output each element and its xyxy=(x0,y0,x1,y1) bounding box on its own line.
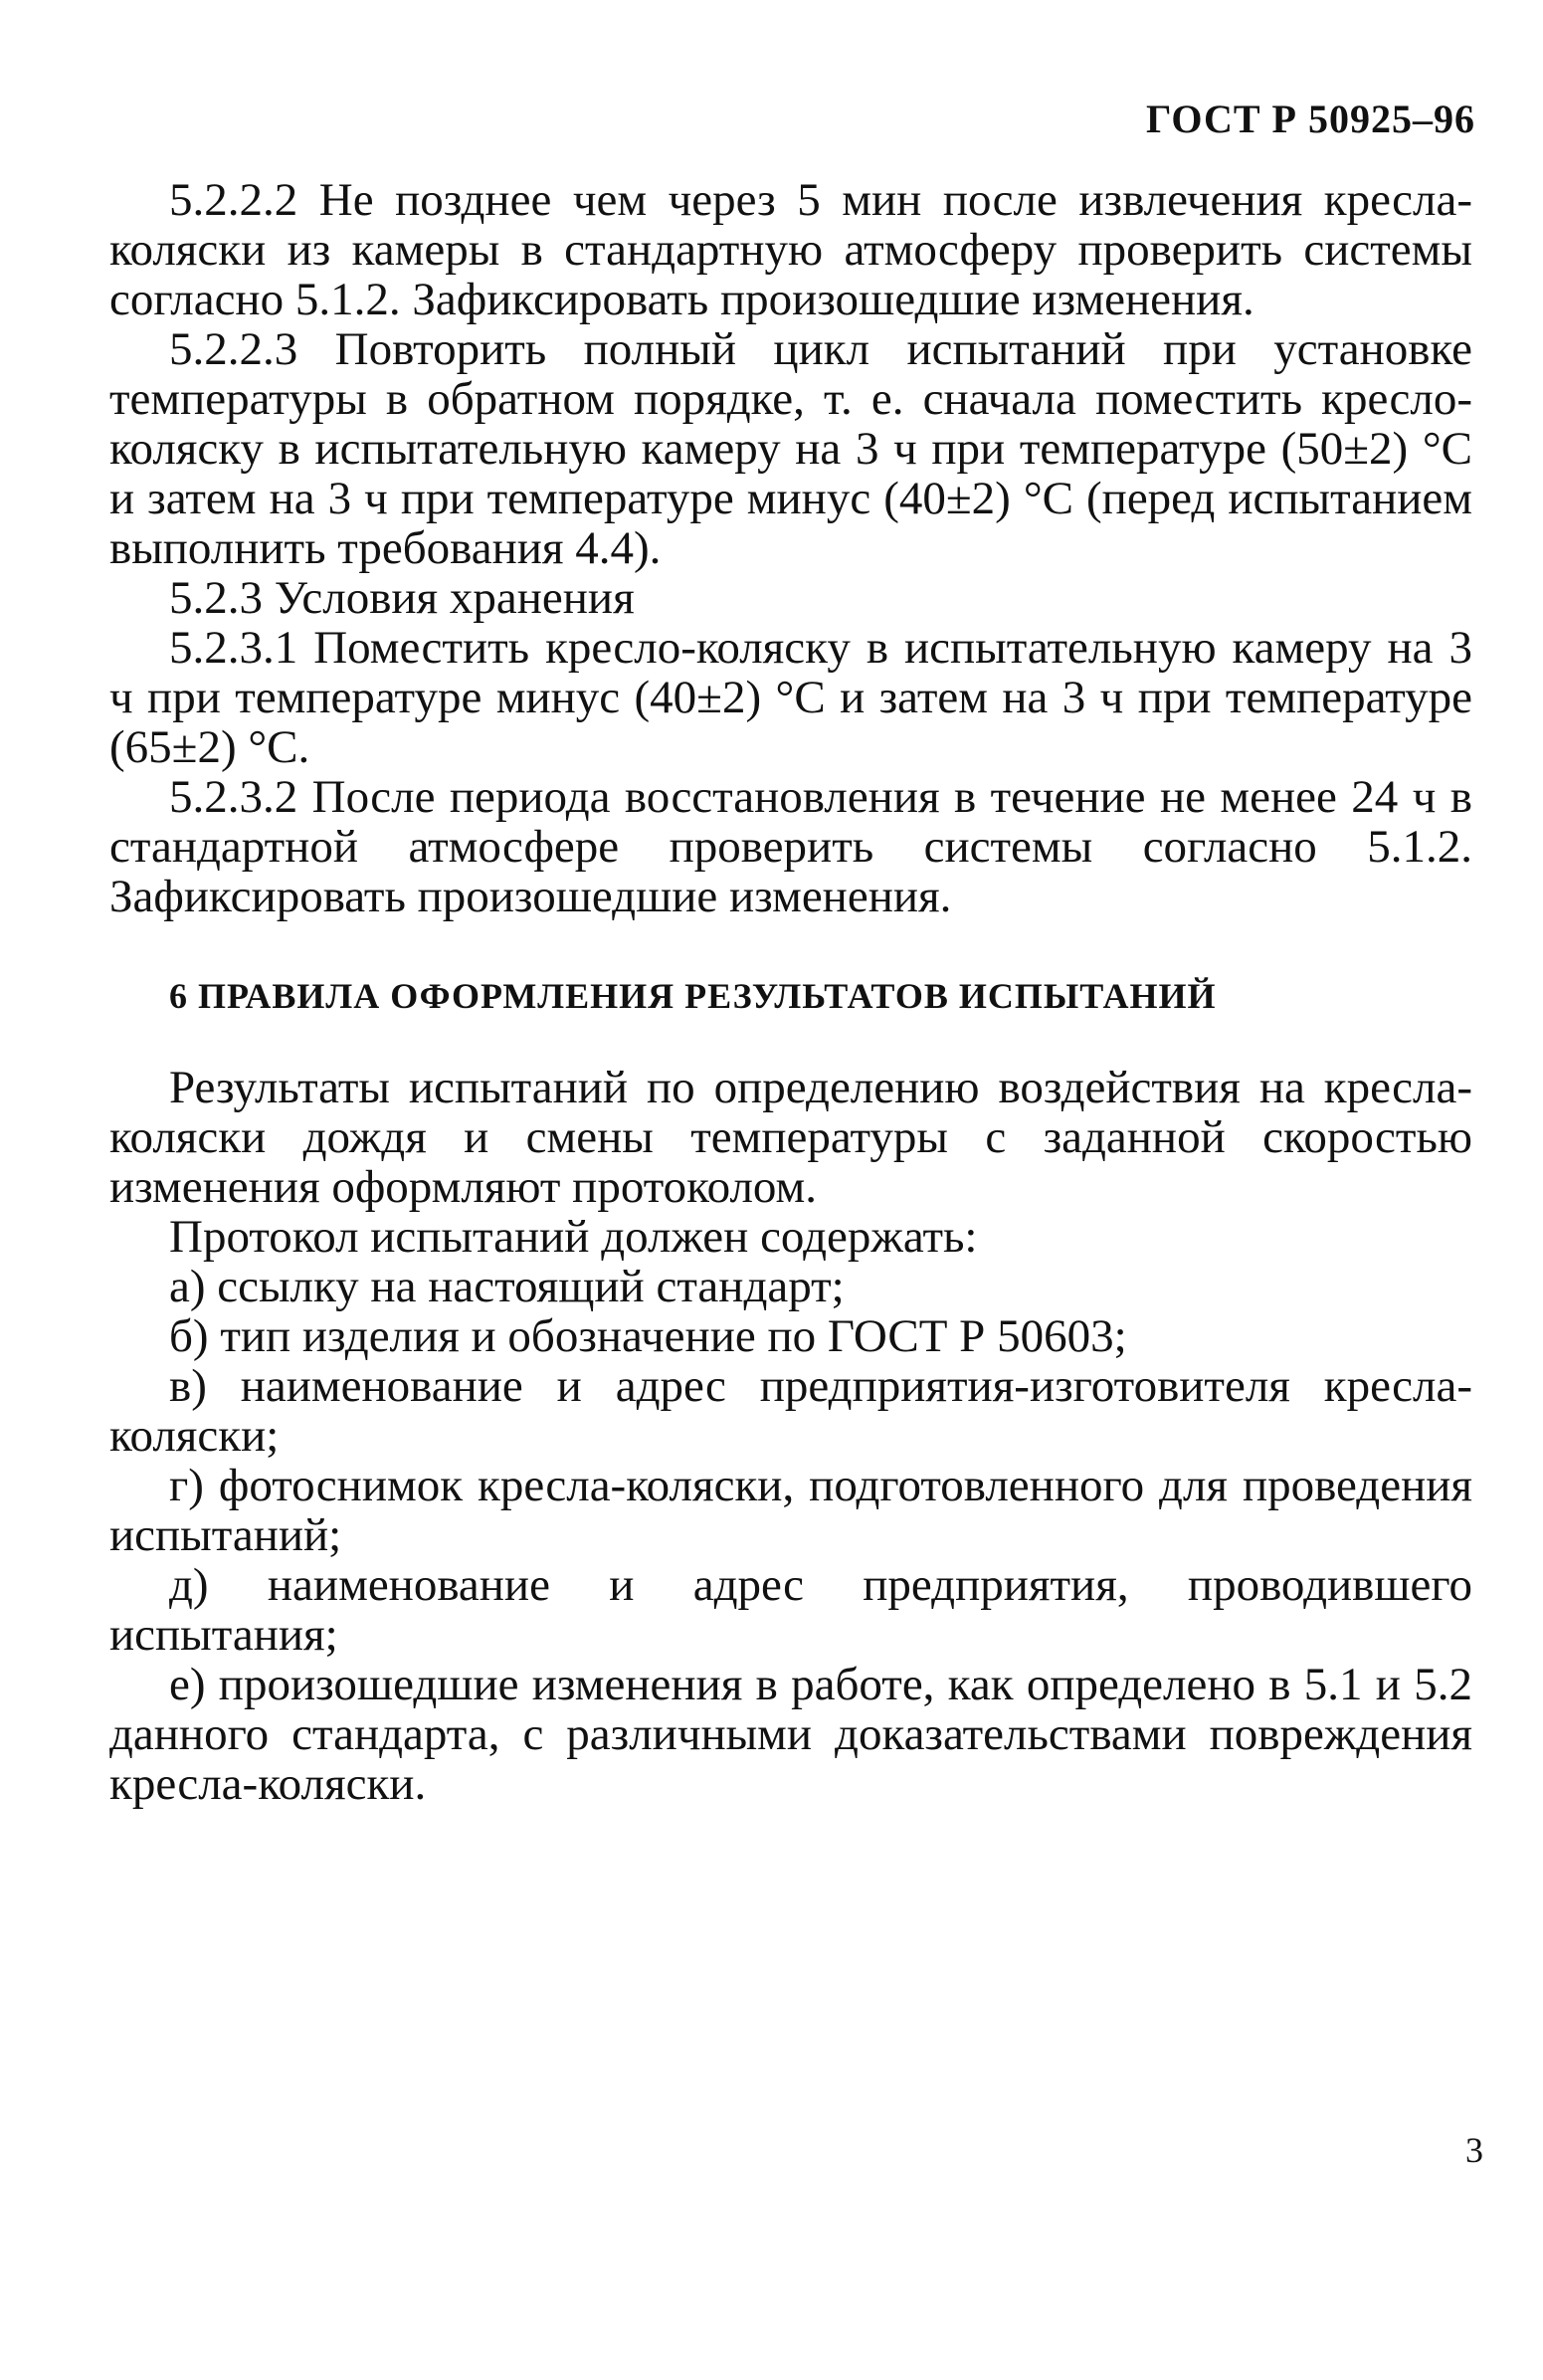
paragraph-5-2-2-2: 5.2.2.2 Не позднее чем через 5 мин после извлечения кресла-коляски из камеры в стандартную атмосферу проверить системы согласно 5.1.2. Зафиксировать произошедшие изменения. xyxy=(109,174,1472,325)
list-item-v: в) наименование и адрес предприятия-изготовителя кресла-коляски; xyxy=(109,1360,1472,1462)
page-number: 3 xyxy=(1465,2130,1483,2170)
section-5-body xyxy=(109,175,1472,921)
paragraph-5-2-2-3: 5.2.2.3 Повторить полный цикл испытаний при установке температуры в обратном порядке, т. е. сначала поместить кресло-коляску в испытательную камеру на 3 ч при температуре (50±2) °С и затем на 3 ч при температуре минус (40±2) °С (перед испытанием выполнить требования 4.4). xyxy=(109,323,1472,574)
list-item-e: е) произошедшие изменения в работе, как определено в 5.1 и 5.2 данного стандарта, с различными доказательствами повреждения кресла-коляски. xyxy=(109,1659,1472,1810)
paragraph-5-2-3-1: 5.2.3.1 Поместить кресло-коляску в испытательную камеру на 3 ч при температуре минус (40±2) °С и затем на 3 ч при температуре (65±2) °С. xyxy=(109,622,1472,773)
section-6-body xyxy=(109,1063,1472,1809)
list-item-g: г) фотоснимок кресла-коляски, подготовленного для проведения испытаний; xyxy=(109,1460,1472,1561)
section-6-heading: 6 ПРАВИЛА ОФОРМЛЕНИЯ РЕЗУЛЬТАТОВ ИСПЫТАНИЙ xyxy=(169,976,1217,1016)
paragraph-results-intro: Результаты испытаний по определению воздействия на кресла-коляски дождя и смены температуры с заданной скоростью изменения оформляют протоколом. xyxy=(109,1062,1472,1213)
list-item-d: д) наименование и адрес предприятия, проводившего испытания; xyxy=(109,1559,1472,1661)
list-item-a: а) ссылку на настоящий стандарт; xyxy=(169,1261,845,1312)
paragraph-5-2-3-2: 5.2.3.2 После периода восстановления в течение не менее 24 ч в стандартной атмосфере проверить системы согласно 5.1.2. Зафиксировать произошедшие изменения. xyxy=(109,771,1472,922)
paragraph-protocol-contents: Протокол испытаний должен содержать: xyxy=(169,1211,978,1263)
document-code-header: ГОСТ Р 50925–96 xyxy=(1145,97,1475,141)
list-item-b: б) тип изделия и обозначение по ГОСТ Р 50603; xyxy=(169,1310,1127,1362)
subsection-title-5-2-3: 5.2.3 Условия хранения xyxy=(169,572,635,624)
